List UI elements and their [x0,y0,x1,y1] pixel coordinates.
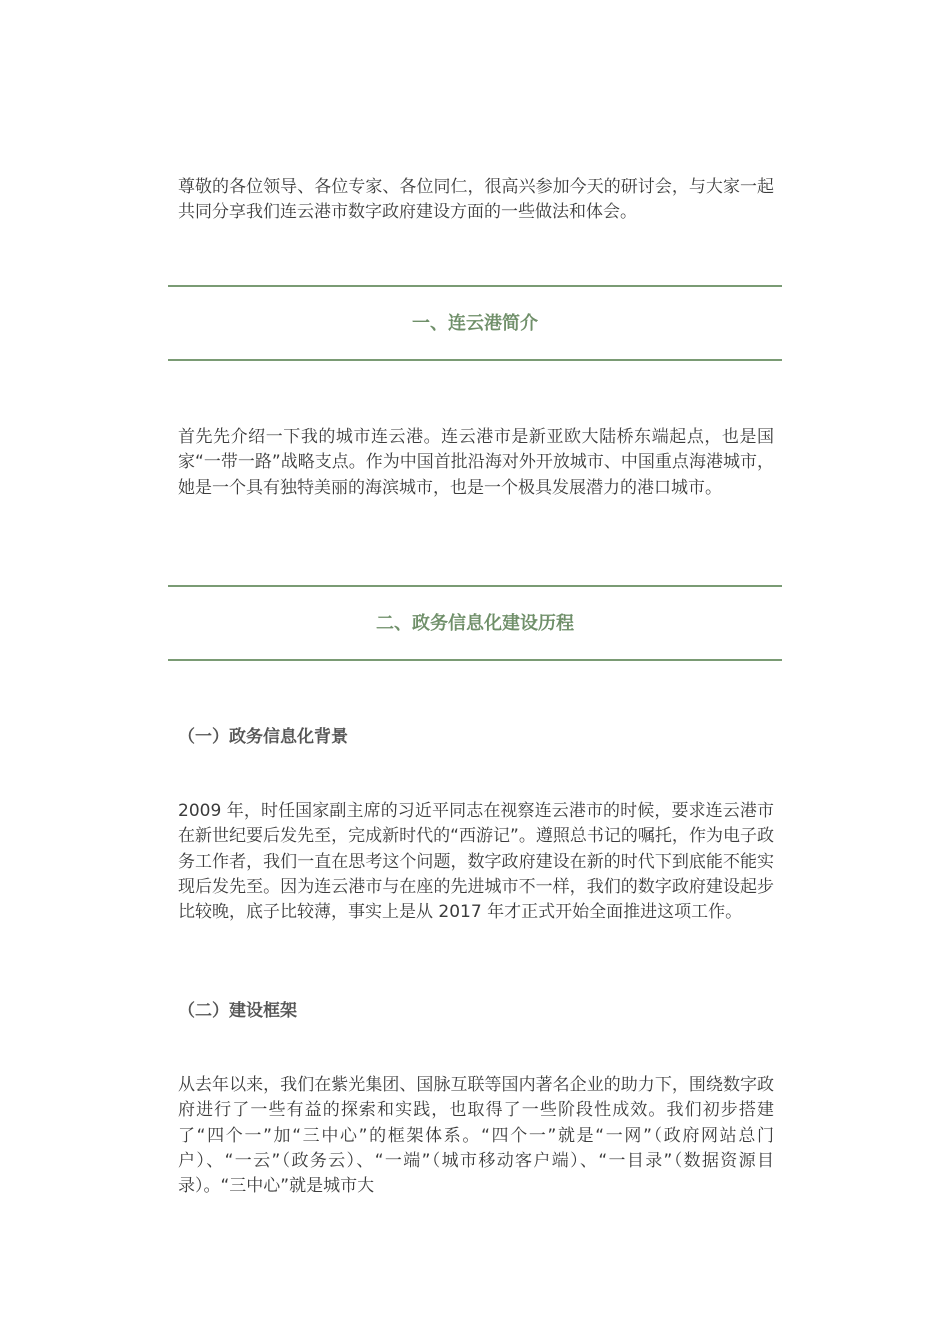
section-2-title: 二、政务信息化建设历程 [376,613,574,634]
intro-paragraph: 尊敬的各位领导、各位专家、各位同仁，很高兴参加今天的研讨会，与大家一起共同分享我们连云港市数字政府建设方面的一些做法和体会。 [178,177,774,223]
subsection-1-title: （一）政务信息化背景 [178,727,348,747]
section-2-bottom-rule [168,659,782,661]
section-1-title: 一、连云港简介 [412,313,538,334]
subsection-2-title: （二）建设框架 [178,1001,297,1021]
section-2-top-rule [168,585,782,587]
section-1-bottom-rule [168,359,782,361]
subsection-1-paragraph: 2009 年，时任国家副主席的习近平同志在视察连云港市的时候，要求连云港市在新世纪要后发先至，完成新时代的“西游记”。遵照总书记的嘱托，作为电子政务工作者，我们一直在思考这个问题，数字政府建设在新的时代下到底能不能实现后发先至。因为连云港市与在座的先进城市不一样，我们的数字政府建设起步比较晚，底子比较薄，事实上是从 2017 年才正式开始全面推进这项工作。 [178,801,774,923]
section-1-top-rule [168,285,782,287]
subsection-2-paragraph: 从去年以来，我们在紫光集团、国脉互联等国内著名企业的助力下，围绕数字政府进行了一些有益的探索和实践，也取得了一些阶段性成效。我们初步搭建了“四个一”加“三中心”的框架体系。“四个一”就是“一网”（政府网站总门户）、“一云”（政务云）、“一端”（城市移动客户端）、“一目录”（数据资源目录）。“三中心”就是城市大 [178,1075,774,1197]
section-1-paragraph: 首先先介绍一下我的城市连云港。连云港市是新亚欧大陆桥东端起点，也是国家“一带一路”战略支点。作为中国首批沿海对外开放城市、中国重点海港城市，她是一个具有独特美丽的海滨城市，也是一个极具发展潜力的港口城市。 [178,427,774,498]
